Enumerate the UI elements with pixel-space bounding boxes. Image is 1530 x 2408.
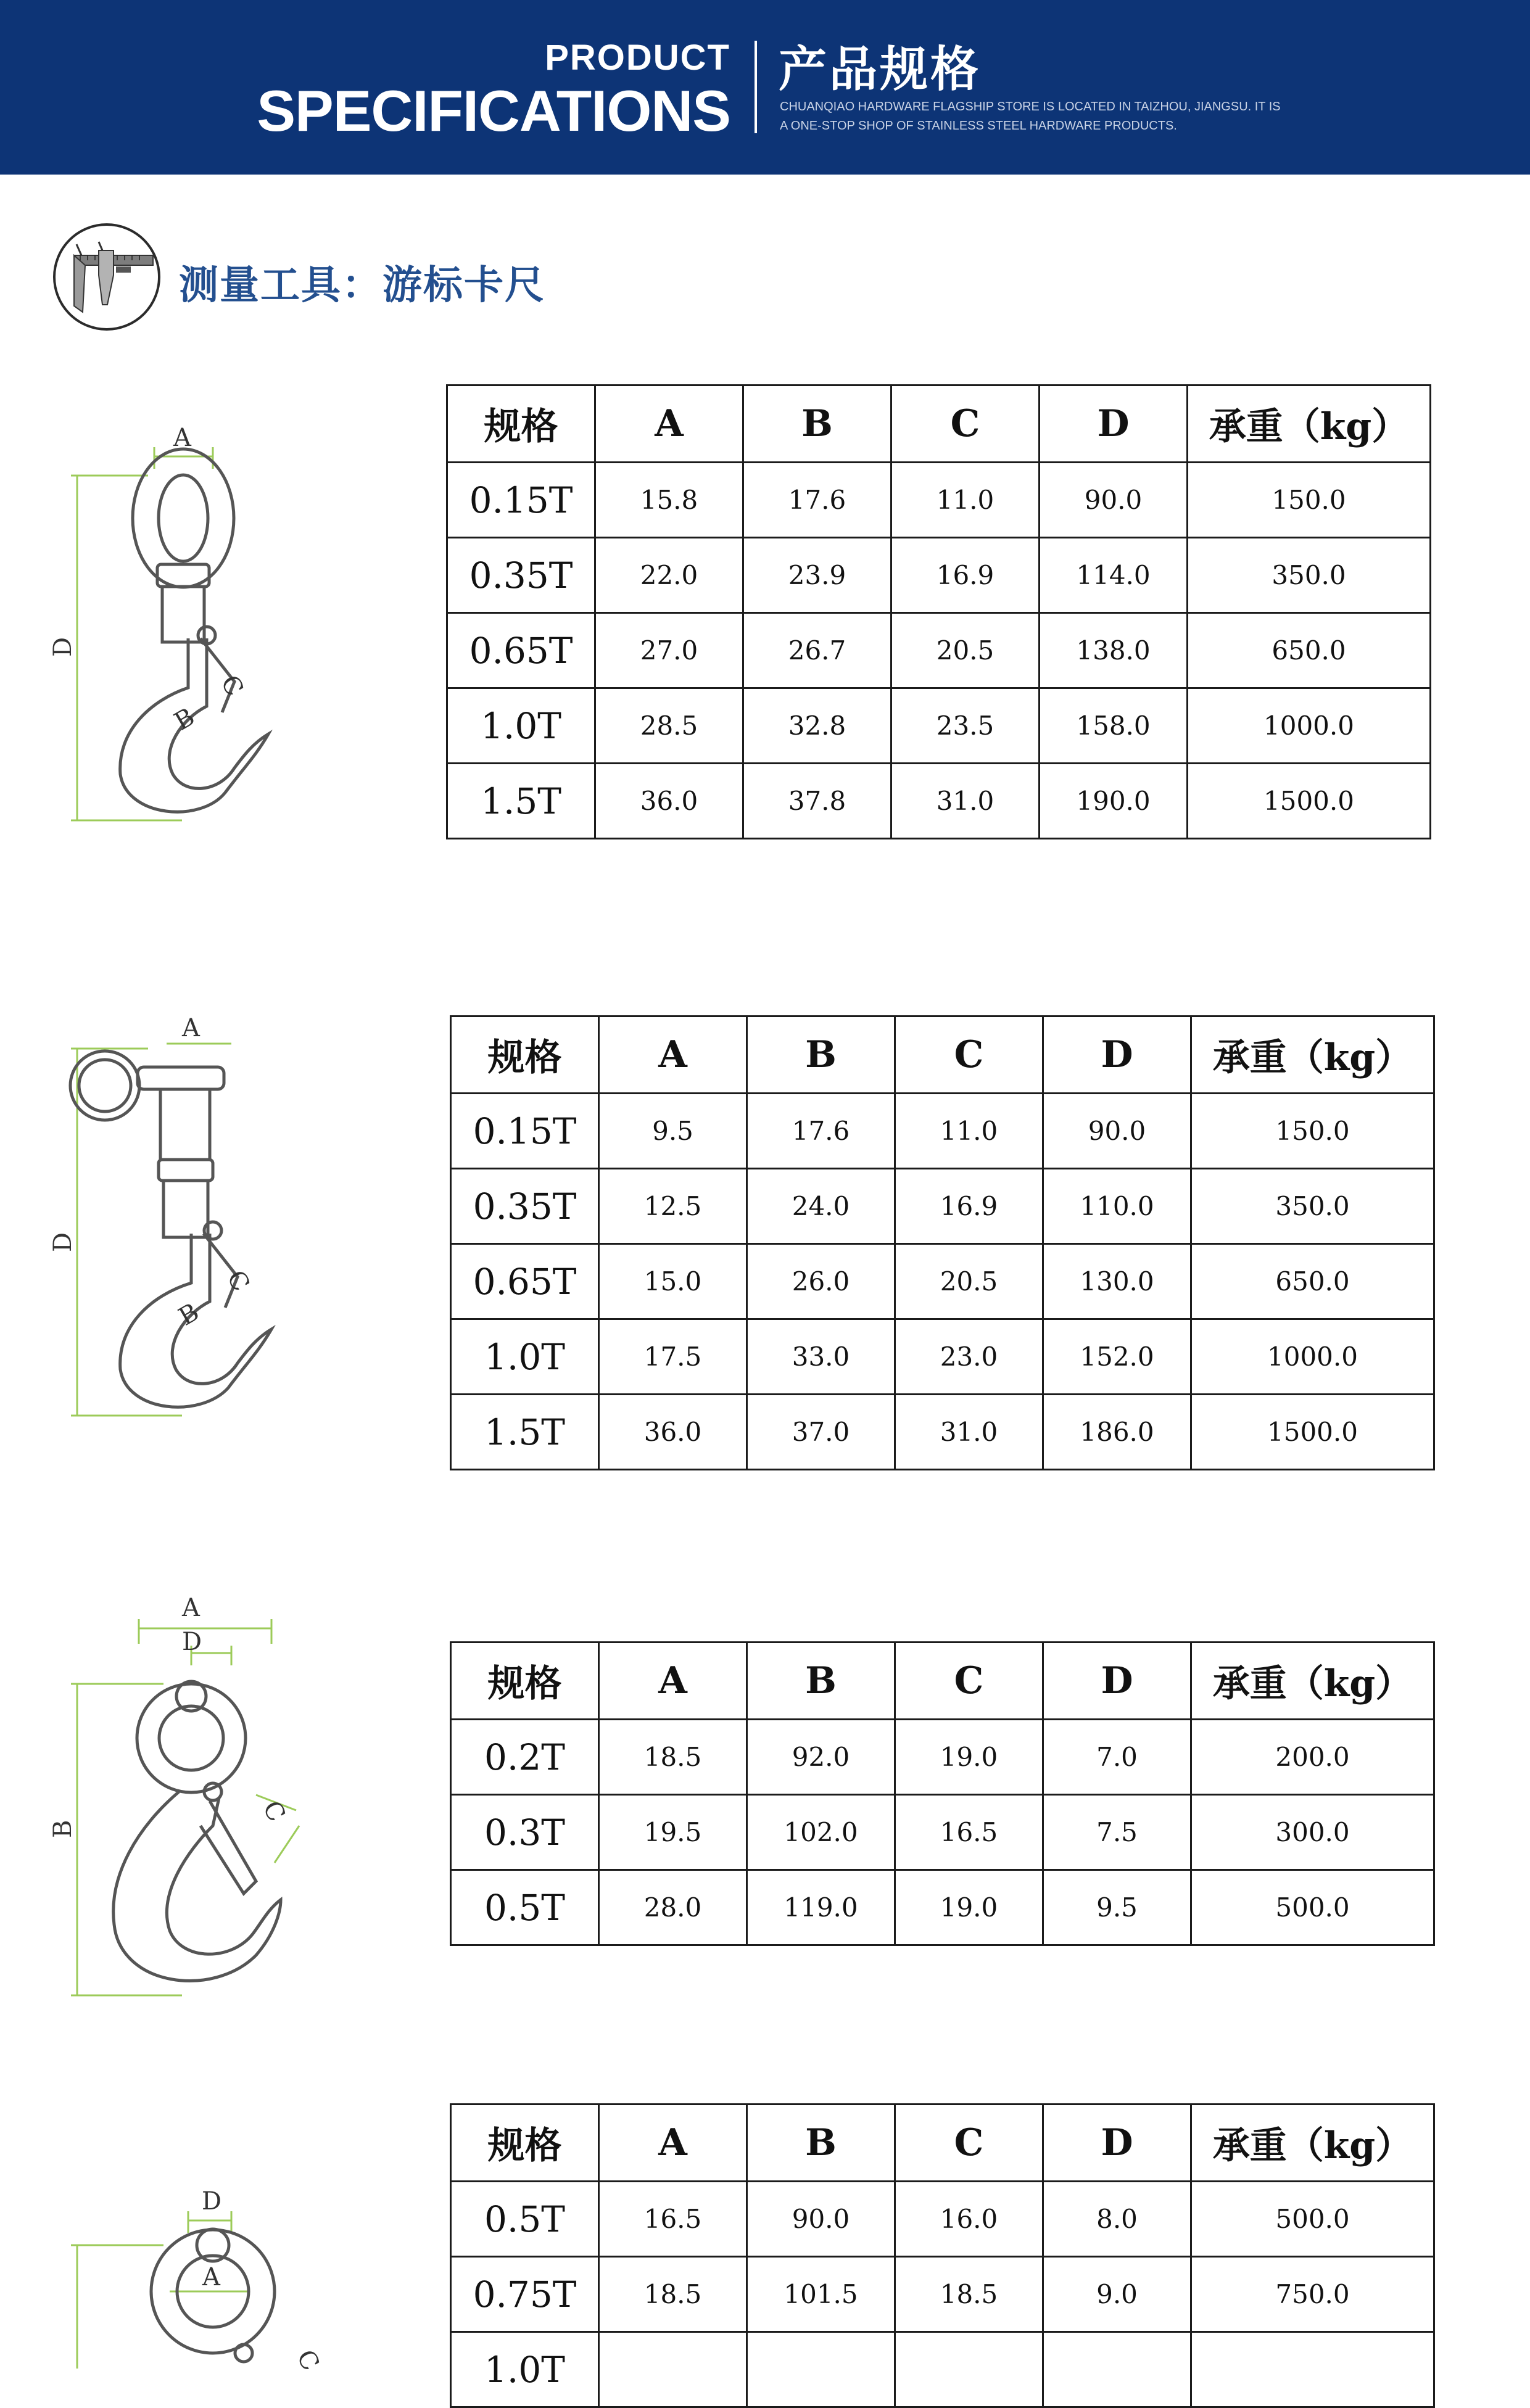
eye-hook-drawing: [49, 1591, 305, 2005]
dim-label-a: A: [182, 1594, 200, 1622]
cell-c: 16.9: [891, 538, 1040, 613]
header-b: B: [747, 2105, 895, 2182]
cell-load: 350.0: [1188, 538, 1431, 613]
dim-label-b: B: [174, 1298, 204, 1332]
cell-a: 36.0: [595, 764, 743, 839]
table-row: [451, 1319, 1434, 1395]
cell-c: 19.0: [895, 1870, 1043, 1945]
cell-a: 16.5: [599, 2182, 747, 2257]
dim-label-d: D: [202, 2187, 222, 2216]
cell-d: 7.5: [1043, 1795, 1191, 1870]
header-product-label: PRODUCT: [545, 38, 730, 78]
dim-label-c: C: [215, 670, 249, 701]
header-subtitle-line2: A ONE-STOP SHOP OF STAINLESS STEEL HARDWARE PRODUCTS.: [780, 119, 1177, 133]
table-row: [451, 2182, 1434, 2257]
cell-d: 8.0: [1043, 2182, 1191, 2257]
cell-spec: 0.35T: [447, 538, 595, 613]
table-row: [447, 764, 1431, 839]
caliper-icon: [53, 223, 160, 331]
cell-spec: 1.0T: [447, 688, 595, 764]
cell-d: 158.0: [1040, 688, 1188, 764]
cell-b: 37.0: [747, 1395, 895, 1470]
dim-label-c: C: [291, 2345, 325, 2376]
cell-load: 200.0: [1191, 1720, 1434, 1795]
cell-a: 12.5: [599, 1169, 747, 1244]
header-load: 承重（kg）: [1191, 1016, 1434, 1094]
cell-d: 138.0: [1040, 613, 1188, 688]
header-a: A: [595, 386, 743, 463]
swivel-jaw-hook-drawing: [49, 1014, 287, 1425]
spec-table-1: [446, 384, 1431, 839]
spec-table-4: [450, 2103, 1435, 2408]
cell-b: 102.0: [747, 1795, 895, 1870]
cell-b: 32.8: [743, 688, 891, 764]
table-row: [451, 1870, 1434, 1945]
table-row: [451, 1094, 1434, 1169]
table-header-row: [451, 2105, 1434, 2182]
dim-label-d: D: [49, 637, 77, 657]
cell-load: [1191, 2332, 1434, 2407]
dim-label-b: B: [49, 1820, 77, 1838]
swivel-eye-hook-drawing: [49, 423, 287, 830]
cell-a: 36.0: [599, 1395, 747, 1470]
header-subtitle: [780, 97, 1335, 136]
header-a: A: [599, 1016, 747, 1094]
measuring-tool-label: 测量工具：游标卡尺: [179, 263, 545, 308]
cell-d: 7.0: [1043, 1720, 1191, 1795]
dim-label-a: A: [202, 2263, 220, 2291]
header-b: B: [743, 386, 891, 463]
header-a: A: [599, 1643, 747, 1720]
header-load: 承重（kg）: [1188, 386, 1431, 463]
header-c: C: [891, 386, 1040, 463]
cell-load: 500.0: [1191, 1870, 1434, 1945]
cell-b: 92.0: [747, 1720, 895, 1795]
cell-spec: 0.65T: [451, 1244, 599, 1319]
table-row: [451, 2332, 1434, 2407]
cell-a: 15.8: [595, 463, 743, 538]
cell-d: 152.0: [1043, 1319, 1191, 1395]
cell-d: 9.5: [1043, 1870, 1191, 1945]
cell-spec: 1.0T: [451, 1319, 599, 1395]
header-d: D: [1043, 2105, 1191, 2182]
header-a: A: [599, 2105, 747, 2182]
cell-a: 28.5: [595, 688, 743, 764]
cell-spec: 1.0T: [451, 2332, 599, 2407]
cell-c: 31.0: [891, 764, 1040, 839]
header-b: B: [747, 1016, 895, 1094]
cell-c: 20.5: [891, 613, 1040, 688]
cell-c: 18.5: [895, 2257, 1043, 2332]
cell-d: 9.0: [1043, 2257, 1191, 2332]
header-title-cn: 产品规格: [779, 42, 982, 97]
table-row: [451, 1795, 1434, 1870]
cell-spec: 1.5T: [447, 764, 595, 839]
spec-table-4-clip: [450, 2103, 1437, 2391]
cell-a: 18.5: [599, 1720, 747, 1795]
cell-c: 11.0: [891, 463, 1040, 538]
header-b: B: [747, 1643, 895, 1720]
cell-d: 90.0: [1040, 463, 1188, 538]
table-header-row: [451, 1016, 1434, 1094]
header-subtitle-line1: CHUANQIAO HARDWARE FLAGSHIP STORE IS LOCATED IN TAIZHOU, JIANGSU. IT IS: [780, 100, 1281, 113]
cell-load: 1500.0: [1188, 764, 1431, 839]
header-spec: 规格: [451, 2105, 599, 2182]
dim-label-a: A: [182, 1014, 200, 1042]
cell-load: 1500.0: [1191, 1395, 1434, 1470]
cell-b: 37.8: [743, 764, 891, 839]
dim-label-d: D: [49, 1232, 77, 1252]
cell-c: 31.0: [895, 1395, 1043, 1470]
cell-load: 650.0: [1188, 613, 1431, 688]
cell-load: 150.0: [1191, 1094, 1434, 1169]
cell-spec: 0.75T: [451, 2257, 599, 2332]
cell-spec: 1.5T: [451, 1395, 599, 1470]
cell-spec: 0.15T: [447, 463, 595, 538]
cell-d: [1043, 2332, 1191, 2407]
cell-a: 28.0: [599, 1870, 747, 1945]
cell-c: [895, 2332, 1043, 2407]
cell-a: 22.0: [595, 538, 743, 613]
table-row: [451, 1720, 1434, 1795]
cell-a: 15.0: [599, 1244, 747, 1319]
dim-label-a: A: [173, 424, 191, 452]
cell-spec: 0.5T: [451, 2182, 599, 2257]
header-spec: 规格: [451, 1643, 599, 1720]
table-row: [451, 1244, 1434, 1319]
cell-b: 23.9: [743, 538, 891, 613]
table-row: [447, 538, 1431, 613]
cell-d: 110.0: [1043, 1169, 1191, 1244]
header-load: 承重（kg）: [1191, 1643, 1434, 1720]
cell-b: 17.6: [747, 1094, 895, 1169]
table-row: [447, 688, 1431, 764]
table-header-row: [447, 386, 1431, 463]
spec-table-3: [450, 1641, 1435, 1946]
header-banner: [0, 0, 1530, 175]
cell-spec: 0.15T: [451, 1094, 599, 1169]
cell-c: 16.5: [895, 1795, 1043, 1870]
cell-d: 114.0: [1040, 538, 1188, 613]
header-specifications-label: SPECIFICATIONS: [257, 78, 730, 143]
cell-a: 18.5: [599, 2257, 747, 2332]
cell-a: [599, 2332, 747, 2407]
header-load: 承重（kg）: [1191, 2105, 1434, 2182]
cell-spec: 0.65T: [447, 613, 595, 688]
cell-spec: 0.2T: [451, 1720, 599, 1795]
cell-b: 33.0: [747, 1319, 895, 1395]
cell-spec: 0.35T: [451, 1169, 599, 1244]
cell-spec: 0.5T: [451, 1870, 599, 1945]
cell-c: 16.9: [895, 1169, 1043, 1244]
cell-c: 16.0: [895, 2182, 1043, 2257]
header-divider: [755, 41, 757, 133]
cell-load: 500.0: [1191, 2182, 1434, 2257]
header-c: C: [895, 2105, 1043, 2182]
table-row: [451, 2257, 1434, 2332]
cell-c: 23.0: [895, 1319, 1043, 1395]
table-header-row: [451, 1643, 1434, 1720]
cell-b: 26.7: [743, 613, 891, 688]
table-row: [451, 1169, 1434, 1244]
header-spec: 规格: [451, 1016, 599, 1094]
cell-load: 300.0: [1191, 1795, 1434, 1870]
cell-b: 17.6: [743, 463, 891, 538]
cell-c: 20.5: [895, 1244, 1043, 1319]
cell-load: 1000.0: [1191, 1319, 1434, 1395]
header-c: C: [895, 1643, 1043, 1720]
dim-label-d: D: [182, 1628, 202, 1656]
header-spec: 规格: [447, 386, 595, 463]
cell-c: 19.0: [895, 1720, 1043, 1795]
dim-label-b: B: [170, 703, 200, 736]
spec-table-2: [450, 1015, 1435, 1470]
cell-b: 90.0: [747, 2182, 895, 2257]
cell-load: 350.0: [1191, 1169, 1434, 1244]
cell-load: 750.0: [1191, 2257, 1434, 2332]
header-d: D: [1040, 386, 1188, 463]
header-d: D: [1043, 1643, 1191, 1720]
cell-a: 9.5: [599, 1094, 747, 1169]
cell-c: 11.0: [895, 1094, 1043, 1169]
cell-d: 190.0: [1040, 764, 1188, 839]
table-row: [447, 463, 1431, 538]
header-c: C: [895, 1016, 1043, 1094]
cell-load: 1000.0: [1188, 688, 1431, 764]
table-row: [447, 613, 1431, 688]
cell-b: 24.0: [747, 1169, 895, 1244]
cell-load: 650.0: [1191, 1244, 1434, 1319]
header-d: D: [1043, 1016, 1191, 1094]
cell-b: [747, 2332, 895, 2407]
cell-a: 27.0: [595, 613, 743, 688]
cell-load: 150.0: [1188, 463, 1431, 538]
cell-d: 130.0: [1043, 1244, 1191, 1319]
cell-d: 90.0: [1043, 1094, 1191, 1169]
table-row: [451, 1395, 1434, 1470]
cell-a: 17.5: [599, 1319, 747, 1395]
cell-b: 26.0: [747, 1244, 895, 1319]
cell-c: 23.5: [891, 688, 1040, 764]
eye-hook-drawing-2: [59, 2187, 336, 2376]
cell-d: 186.0: [1043, 1395, 1191, 1470]
cell-b: 119.0: [747, 1870, 895, 1945]
dim-label-c: C: [221, 1266, 255, 1297]
dim-label-c: C: [257, 1796, 291, 1827]
cell-spec: 0.3T: [451, 1795, 599, 1870]
cell-a: 19.5: [599, 1795, 747, 1870]
cell-b: 101.5: [747, 2257, 895, 2332]
